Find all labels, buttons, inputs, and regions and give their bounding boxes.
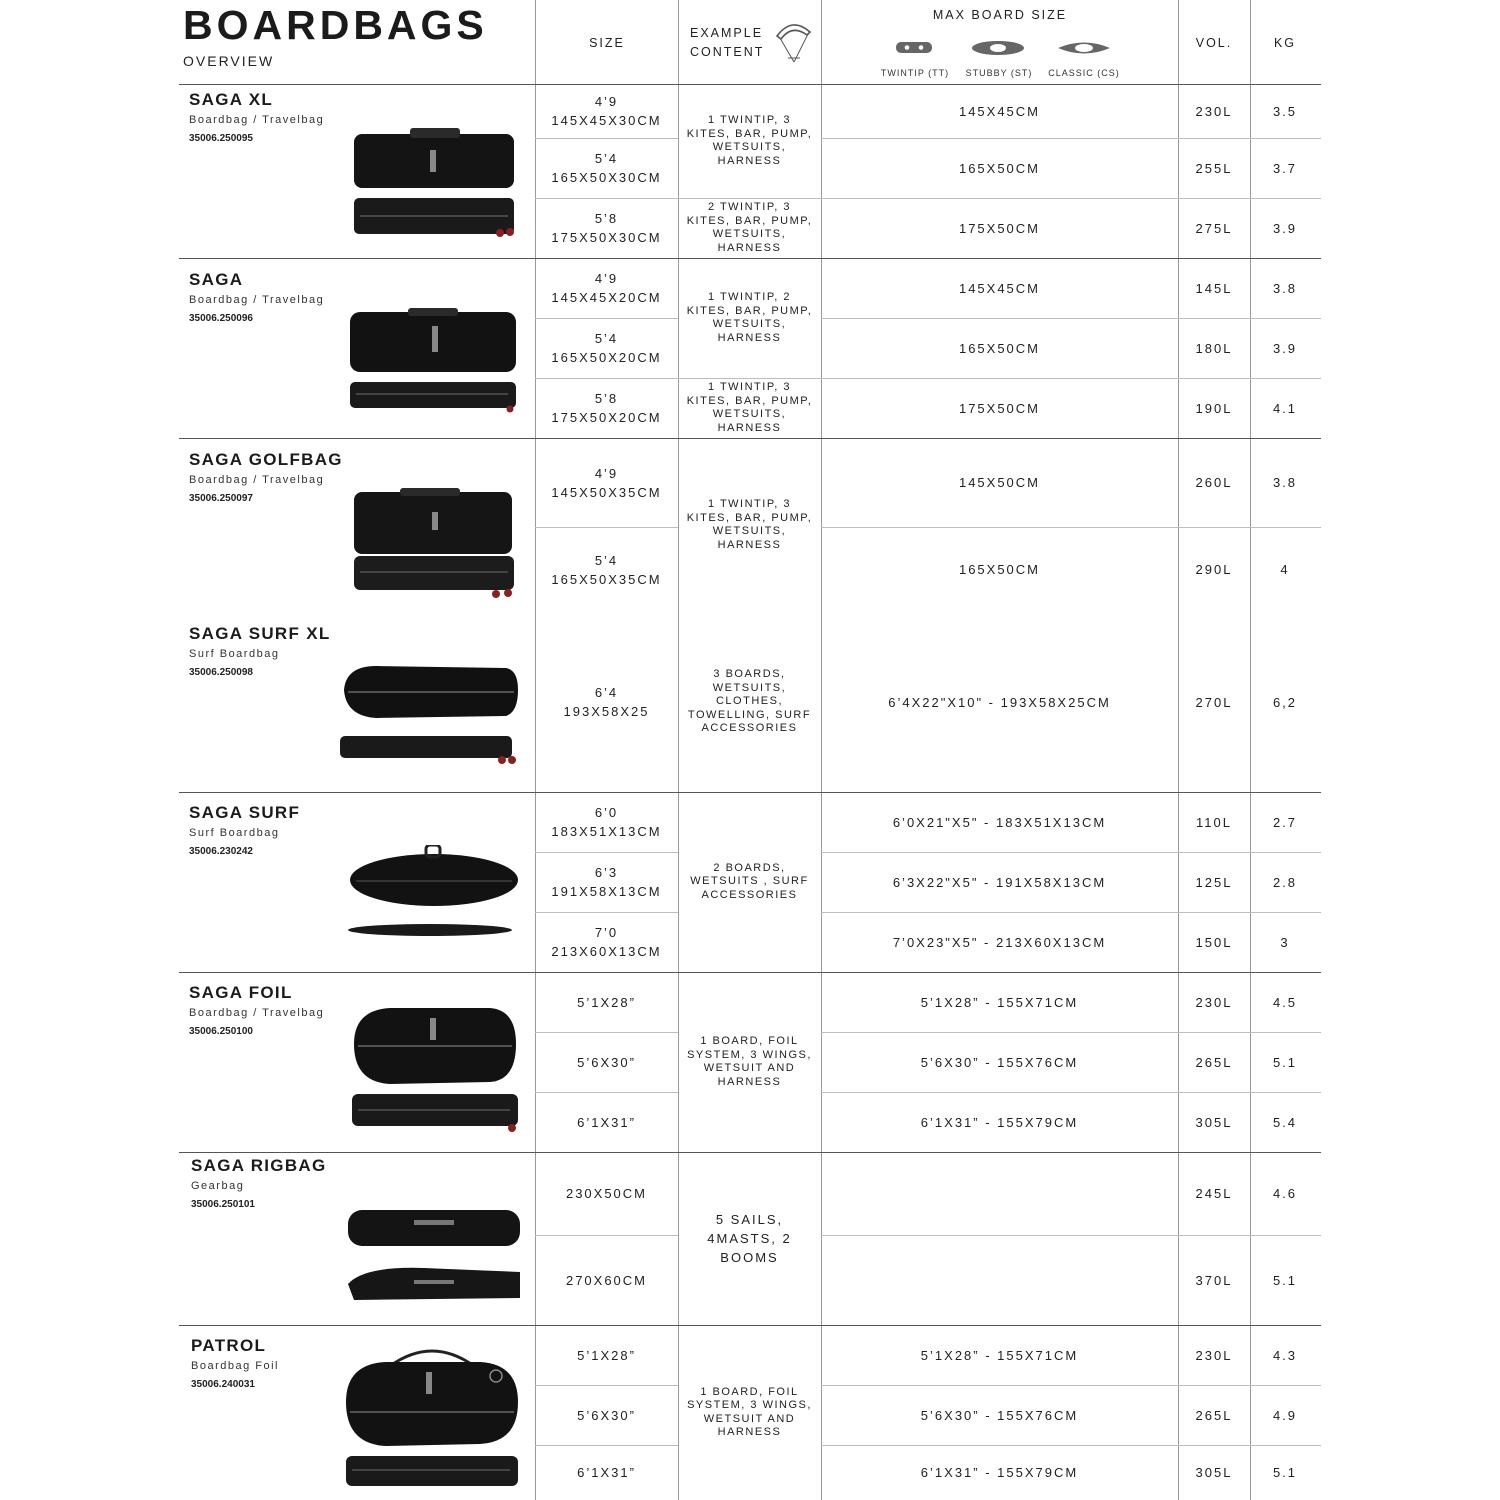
bag-image-saga-rigbag [344, 1206, 524, 1302]
product-description: Boardbag Foil [191, 1360, 279, 1372]
size-dimensions: 175X50X30CM [551, 230, 662, 245]
product-description: Boardbag / Travelbag [189, 1007, 325, 1019]
size-cell [535, 438, 678, 527]
weight-cell: 3.9 [1272, 220, 1298, 236]
column-header-max-board-size: MAX BOARD SIZE [932, 8, 1068, 22]
weight-cell: 3 [1280, 934, 1290, 950]
product-name: SAGA SURF XL [189, 624, 331, 643]
bag-image-saga-golfbag [350, 488, 520, 600]
volume-cell: 260L [1195, 475, 1233, 490]
weight-cell: 3.8 [1272, 280, 1298, 296]
column-header-volume: VOL. [1195, 36, 1233, 50]
volume-cell: 270L [1195, 694, 1233, 710]
size-dimensions: 193X58X25 [563, 704, 650, 719]
size-dimensions: 165X50X35CM [551, 571, 662, 587]
board-type-label: CLASSIC (CS) [1048, 68, 1120, 78]
stubby-board-icon [970, 39, 1026, 57]
size-cell [535, 852, 678, 912]
size-primary: 5’4 [594, 151, 619, 166]
weight-cell: 3.9 [1272, 340, 1298, 356]
weight-cell: 4.5 [1272, 994, 1298, 1010]
example-content-cell: 2 BOARDS, WETSUITS , SURF ACCESSORIES [690, 861, 809, 901]
volume-cell: 305L [1195, 1114, 1233, 1130]
weight-cell: 5.1 [1272, 1054, 1298, 1070]
volume-cell: 180L [1195, 340, 1233, 356]
size-dimensions: 175X50X20CM [551, 410, 662, 425]
size-primary: 270X60CM [565, 1272, 648, 1288]
example-content-cell: 2 TWINTIP, 3 KITES, BAR, PUMP, WETSUITS, HARNESS [686, 201, 813, 254]
size-cell [535, 1235, 678, 1325]
weight-cell: 5.1 [1272, 1272, 1298, 1288]
max-board-size-cell: 5’1X28” - 155X71CM [920, 994, 1079, 1010]
product-code: 35006.250096 [189, 313, 253, 324]
size-cell [535, 972, 678, 1032]
max-board-size-cell: 5’1X28” - 155X71CM [920, 1347, 1079, 1363]
size-cell [535, 1325, 678, 1385]
max-board-size-cell: 145X50CM [958, 475, 1041, 490]
weight-cell: 4.6 [1272, 1186, 1298, 1201]
size-primary: 5’1X28” [577, 1347, 636, 1363]
size-cell [535, 258, 678, 318]
size-primary: 5’6X30” [577, 1054, 636, 1070]
weight-cell: 2.7 [1272, 814, 1298, 830]
max-board-size-cell: 145X45CM [958, 280, 1041, 296]
board-type-label: STUBBY (ST) [965, 68, 1033, 78]
product-code: 35006.240031 [191, 1379, 255, 1390]
product-description: Surf Boardbag [189, 648, 280, 660]
size-dimensions: 213X60X13CM [551, 944, 662, 959]
column-header-kg: KG [1273, 36, 1297, 50]
twintip-board-icon [895, 40, 933, 56]
bag-image-patrol [340, 1342, 524, 1492]
product-name: SAGA XL [189, 90, 274, 109]
max-board-size-cell: 5’6X30” - 155X76CM [920, 1407, 1079, 1423]
size-cell [535, 138, 678, 198]
bag-image-saga-foil [350, 1004, 522, 1132]
size-primary: 6’3 [594, 865, 619, 880]
max-board-size-cell: 6’3X22"X5" - 191X58X13CM [892, 874, 1107, 890]
size-primary: 230X50CM [565, 1186, 648, 1201]
size-cell [535, 318, 678, 378]
product-code: 35006.250100 [189, 1026, 253, 1037]
product-name: SAGA FOIL [189, 983, 293, 1002]
product-description: Boardbag / Travelbag [189, 114, 325, 126]
product-description: Surf Boardbag [189, 827, 280, 839]
volume-cell: 290L [1195, 562, 1233, 577]
size-dimensions: 145X50X35CM [551, 484, 662, 500]
page-title: BOARDBAGS [183, 2, 488, 48]
max-board-size-cell: 6’1X31” - 155X79CM [920, 1465, 1079, 1480]
product-name: SAGA RIGBAG [191, 1156, 327, 1175]
size-dimensions: 165X50X20CM [551, 350, 662, 365]
column-header-content-line2: CONTENT [690, 45, 765, 59]
product-description: Gearbag [191, 1180, 245, 1192]
size-cell [535, 378, 678, 438]
max-board-size-cell: 7’0X23"X5" - 213X60X13CM [892, 934, 1107, 950]
bag-image-saga-surf [346, 845, 522, 940]
size-dimensions: 165X50X30CM [551, 170, 662, 185]
classic-board-icon [1056, 39, 1112, 57]
size-primary: 5’6X30” [577, 1407, 636, 1423]
example-content-cell: 3 BOARDS, WETSUITS, CLOTHES, TOWELLING, SURF ACCESSORIES [687, 668, 812, 735]
weight-cell: 3.8 [1272, 475, 1298, 490]
size-primary: 5’1X28” [577, 994, 636, 1010]
size-primary: 6’1X31” [577, 1114, 636, 1130]
size-primary: 4’9 [594, 271, 619, 286]
size-cell [535, 1385, 678, 1445]
weight-cell: 4.3 [1272, 1347, 1298, 1363]
max-board-size-cell: 6’0X21"X5" - 183X51X13CM [892, 814, 1107, 830]
weight-cell: 3.7 [1272, 160, 1298, 176]
example-content-cell: 1 TWINTIP, 3 KITES, BAR, PUMP, WETSUITS, HARNESS [686, 381, 813, 434]
product-code: 35006.250097 [189, 493, 253, 504]
volume-cell: 110L [1196, 814, 1232, 830]
example-content-cell: 1 TWINTIP, 3 KITES, BAR, PUMP, WETSUITS, HARNESS [686, 498, 813, 551]
size-dimensions: 145X45X30CM [551, 113, 662, 128]
weight-cell: 5.4 [1272, 1114, 1298, 1130]
size-cell [535, 84, 678, 138]
weight-cell: 2.8 [1272, 874, 1298, 890]
volume-cell: 145L [1195, 280, 1233, 296]
size-dimensions: 145X45X20CM [551, 290, 662, 305]
product-code: 35006.230242 [189, 846, 253, 857]
size-primary: 6’1X31” [577, 1465, 636, 1480]
max-board-size-cell: 165X50CM [958, 160, 1041, 176]
weight-cell: 5.1 [1272, 1465, 1298, 1480]
example-content-cell: 1 BOARD, FOIL SYSTEM, 3 WINGS, WETSUIT AND HARNESS [687, 1035, 812, 1088]
size-primary: 5’4 [594, 552, 619, 568]
product-name: SAGA GOLFBAG [189, 450, 343, 469]
bag-image-saga-surf-xl [336, 660, 522, 770]
size-primary: 5’4 [594, 331, 619, 346]
product-description: Boardbag / Travelbag [189, 474, 325, 486]
volume-cell: 230L [1195, 994, 1233, 1010]
size-primary: 7’0 [594, 925, 619, 940]
size-cell [535, 612, 678, 792]
volume-cell: 275L [1195, 220, 1233, 236]
size-primary: 5’8 [594, 391, 619, 406]
volume-cell: 230L [1195, 1347, 1233, 1363]
weight-cell: 4.1 [1272, 400, 1298, 416]
volume-cell: 190L [1195, 400, 1233, 416]
product-description: Boardbag / Travelbag [189, 294, 325, 306]
volume-cell: 245L [1195, 1186, 1233, 1201]
product-code: 35006.250098 [189, 667, 253, 678]
example-content-cell: 5 SAILS, 4MASTS, 2 BOOMS [707, 1212, 792, 1265]
size-primary: 5’8 [594, 211, 619, 226]
size-cell [535, 792, 678, 852]
volume-cell: 265L [1195, 1054, 1233, 1070]
max-board-size-cell: 165X50CM [958, 340, 1041, 356]
size-cell [535, 912, 678, 972]
product-name: PATROL [191, 1336, 267, 1355]
size-dimensions: 183X51X13CM [551, 824, 662, 839]
max-board-size-cell [821, 1235, 1178, 1325]
volume-cell: 305L [1195, 1465, 1233, 1480]
product-name: SAGA SURF [189, 803, 301, 822]
bag-image-saga-xl [350, 128, 520, 240]
weight-cell: 6,2 [1272, 694, 1298, 710]
volume-cell: 370L [1195, 1272, 1233, 1288]
volume-cell: 150L [1195, 934, 1233, 950]
size-cell [535, 1032, 678, 1092]
volume-cell: 230L [1195, 103, 1233, 119]
volume-cell: 125L [1195, 874, 1233, 890]
volume-cell: 255L [1195, 160, 1233, 176]
size-primary: 6’4 [594, 685, 619, 700]
board-type-label: TWINTIP (TT) [880, 68, 950, 78]
size-primary: 4’9 [594, 465, 619, 481]
page-subtitle: OVERVIEW [183, 53, 275, 69]
example-content-cell: 1 BOARD, FOIL SYSTEM, 3 WINGS, WETSUIT AND HARNESS [687, 1385, 812, 1438]
size-cell [535, 198, 678, 258]
max-board-size-cell [821, 1152, 1178, 1235]
size-cell [535, 1445, 678, 1500]
example-content-cell: 1 TWINTIP, 3 KITES, BAR, PUMP, WETSUITS, HARNESS [686, 114, 813, 167]
product-code: 35006.250101 [191, 1199, 255, 1210]
example-content-cell: 1 TWINTIP, 2 KITES, BAR, PUMP, WETSUITS, HARNESS [686, 291, 813, 344]
column-header-content-line1: EXAMPLE [690, 26, 764, 40]
size-dimensions: 191X58X13CM [551, 884, 662, 899]
kite-icon [774, 18, 814, 66]
max-board-size-cell: 5’6X30” - 155X76CM [920, 1054, 1079, 1070]
weight-cell: 4 [1280, 562, 1290, 577]
product-code: 35006.250095 [189, 133, 253, 144]
max-board-size-cell: 6’1X31” - 155X79CM [920, 1114, 1079, 1130]
max-board-size-cell: 145X45CM [958, 103, 1041, 119]
max-board-size-cell: 165X50CM [958, 562, 1041, 577]
size-cell [535, 1152, 678, 1235]
size-primary: 4’9 [594, 94, 619, 109]
size-cell [535, 1092, 678, 1152]
weight-cell: 3.5 [1272, 103, 1298, 119]
size-primary: 6’0 [594, 805, 619, 820]
weight-cell: 4.9 [1272, 1407, 1298, 1423]
max-board-size-cell: 175X50CM [958, 400, 1041, 416]
column-header-size: SIZE [589, 36, 625, 50]
size-cell [535, 527, 678, 612]
max-board-size-cell: 6’4X22"X10" - 193X58X25CM [888, 694, 1111, 710]
product-name: SAGA [189, 270, 244, 289]
volume-cell: 265L [1195, 1407, 1233, 1423]
max-board-size-cell: 175X50CM [958, 220, 1041, 236]
bag-image-saga [348, 308, 520, 414]
